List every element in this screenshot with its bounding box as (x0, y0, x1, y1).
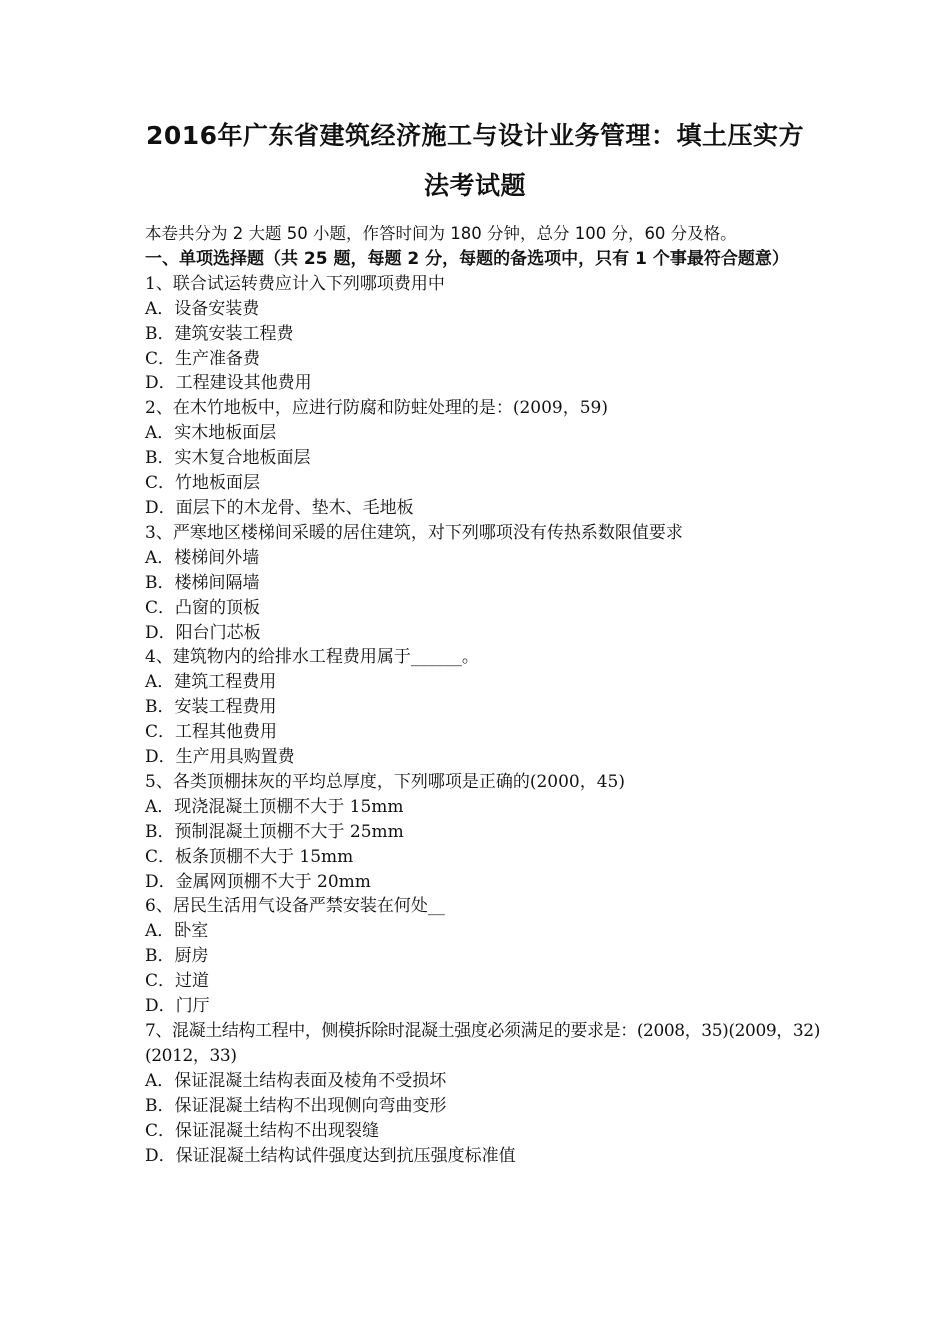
document-body (145, 222, 825, 1168)
answer-option: A．卧室 (145, 921, 209, 942)
answer-option: B．实木复合地板面层 (145, 448, 311, 469)
answer-option: A．现浇混凝土顶棚不大于 15mm (145, 796, 404, 817)
answer-option: D．工程建设其他费用 (145, 373, 312, 394)
question-block (145, 1019, 825, 1168)
exam-instructions: 本卷共分为 2 大题 50 小题，作答时间为 180 分钟，总分 100 分，60 分及格。 (145, 224, 737, 243)
question-text: 6、居民生活用气设备严禁安装在何处__ (145, 896, 445, 917)
answer-option: A．保证混凝土结构表面及棱角不受损坏 (145, 1070, 447, 1091)
answer-option: B．保证混凝土结构不出现侧向弯曲变形 (145, 1095, 447, 1116)
question-text: 3、严寒地区楼梯间采暖的居住建筑，对下列哪项没有传热系数限值要求 (145, 522, 683, 543)
answer-option: C．过道 (145, 971, 210, 992)
question-text: 4、建筑物内的给排水工程费用属于______。 (145, 647, 479, 668)
question-block (145, 396, 825, 521)
document-title-line-1: 2016年广东省建筑经济施工与设计业务管理：填土压实方 (145, 121, 805, 150)
answer-option: D．阳台门芯板 (145, 622, 261, 643)
answer-option: C．生产准备费 (145, 348, 261, 369)
section-heading: 一、单项选择题（共 25 题，每题 2 分，每题的备选项中，只有 1 个事最符合题意） (145, 248, 789, 269)
question-text: 5、各类顶棚抹灰的平均总厚度，下列哪项是正确的(2000，45) (145, 771, 625, 792)
question-block (145, 645, 825, 770)
answer-option: C．板条顶棚不大于 15mm (145, 846, 354, 867)
answer-option: D．面层下的木龙骨、垫木、毛地板 (145, 497, 414, 518)
document-title-line-2: 法考试题 (423, 171, 526, 200)
answer-option: C．保证混凝土结构不出现裂缝 (145, 1120, 380, 1141)
question-block (145, 894, 825, 1019)
answer-option: A．建筑工程费用 (145, 672, 277, 693)
answer-option: A．楼梯间外墙 (145, 547, 260, 568)
question-block (145, 521, 825, 646)
answer-option: C．工程其他费用 (145, 722, 278, 743)
question-block (145, 272, 825, 397)
answer-option: D．金属网顶棚不大于 20mm (145, 871, 371, 892)
answer-option: B．厨房 (145, 946, 209, 967)
question-text: 2、在木竹地板中，应进行防腐和防蛀处理的是：(2009，59) (145, 398, 608, 419)
answer-option: B．楼梯间隔墙 (145, 572, 260, 593)
answer-option: D．生产用具购置费 (145, 747, 295, 768)
answer-option: A．设备安装费 (145, 298, 260, 319)
answer-option: D．门厅 (145, 996, 210, 1017)
answer-option: A．实木地板面层 (145, 423, 277, 444)
question-block (145, 770, 825, 895)
answer-option: D．保证混凝土结构试件强度达到抗压强度标准值 (145, 1145, 516, 1166)
answer-option: B．预制混凝土顶棚不大于 25mm (145, 821, 404, 842)
answer-option: B．安装工程费用 (145, 697, 277, 718)
question-text: 1、联合试运转费应计入下列哪项费用中 (145, 273, 445, 294)
question-text: 7、混凝土结构工程中，侧模拆除时混凝土强度必须满足的要求是：(2008，35)(2009，32)(2012，33) (145, 1021, 820, 1066)
answer-option: C．凸窗的顶板 (145, 597, 261, 618)
question-list (145, 272, 825, 1169)
answer-option: B．建筑安装工程费 (145, 323, 294, 344)
answer-option: C．竹地板面层 (145, 473, 261, 494)
